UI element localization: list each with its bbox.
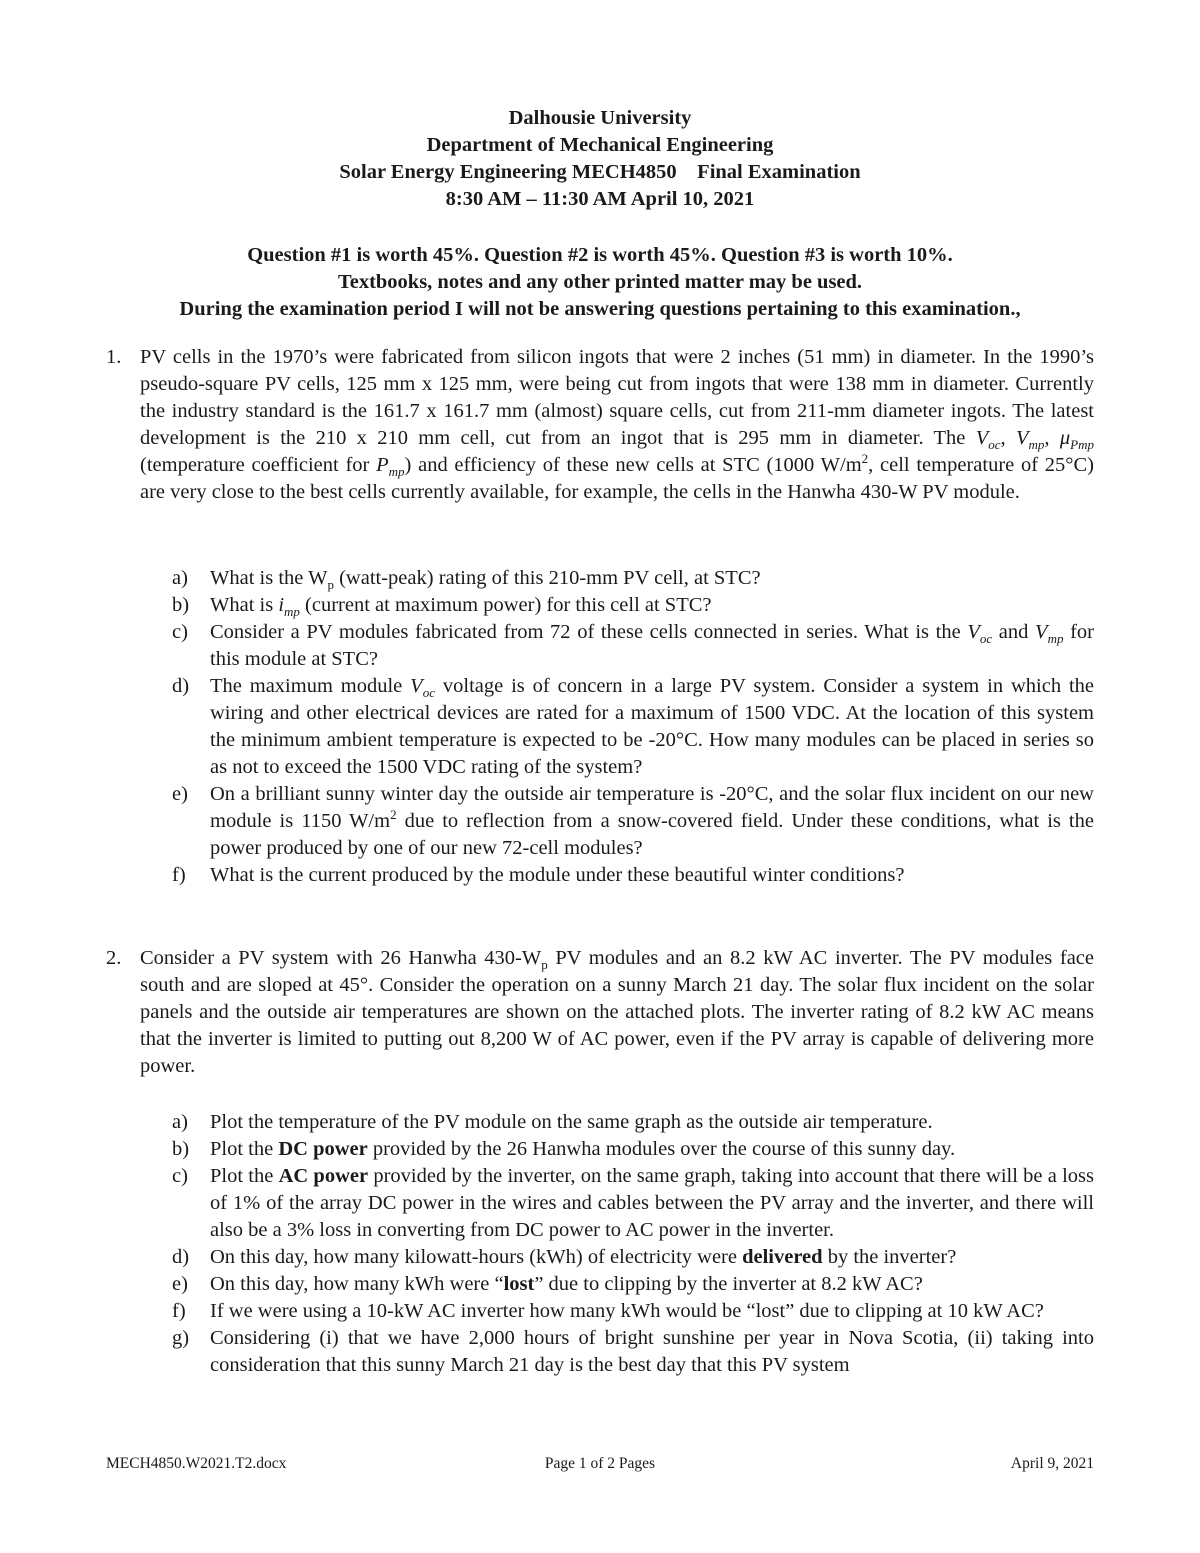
question-weights: Question #1 is worth 45%. Question #2 is worth 45%. Question #3 is worth 10%. [247, 244, 953, 266]
part-2e: e) On this day, how many kWh were “lost” due to clipping by the inverter at 8.2 kW AC? [172, 1273, 923, 1295]
exam-header [0, 105, 1200, 213]
part-1c: c) Consider a PV modules fabricated from 72 of these cells connected in series. What is the $V_{oc}$ and $V_{mp}$ for this module at STC? [172, 621, 1094, 670]
part-1e: e) On a brilliant sunny winter day the outside air temperature is -20°C, and the solar flux incident on our new module is 1150 $W/m^2$ due to reflection from a snow-covered field. Under these conditions, what is the power produced by one of our new 72-cell modules? [172, 783, 1094, 859]
university-name: Dalhousie University [508, 107, 692, 129]
question-number: 1. [106, 346, 122, 368]
questions-note: During the examination period I will not be answering questions pertaining to this examination., [179, 298, 1021, 320]
part-2f: f) If we were using a 10-kW AC inverter how many kWh would be “lost” due to clipping at 10 kW AC? [172, 1300, 1044, 1322]
footer-date: April 9, 2021 [1010, 1455, 1094, 1472]
materials-note: Textbooks, notes and any other printed matter may be used. [337, 271, 863, 293]
department-name: Department of Mechanical Engineering [426, 134, 774, 156]
footer-page-number: Page 1 of 2 Pages [544, 1455, 656, 1472]
footer-filename: MECH4850.W2021.T2.docx [106, 1455, 287, 1472]
question-text: Consider a PV system with 26 Hanwha $430-W_p$ PV modules and an 8.2 kW AC inverter. The PV modules face south and are sloped at 45°. Consider the operation on a sunny March 21 day. The solar flux incident on the solar panels and the outside air temperatures are shown on the attached plots. The inverter rating of 8.2 kW AC means that the inverter is limited to putting out 8,200 W of AC power, even if the PV array is capable of delivering more power. [140, 947, 1094, 1077]
part-2a: a) Plot the temperature of the PV module on the same graph as the outside air temperature. [172, 1111, 933, 1133]
question-2 [106, 945, 1094, 1080]
part-1a: a) What is the $W_p$ (watt-peak) rating of this 210-mm PV cell, at STC? [172, 567, 761, 593]
question-1-parts [172, 565, 1094, 889]
question-number: 2. [106, 947, 122, 969]
part-2c: c) Plot the AC power provided by the inverter, on the same graph, taking into account that there will be a loss of 1% of the array DC power in the wires and cables between the PV array and the inverter, and there will also be a 3% loss in converting from DC power to AC power in the inverter. [172, 1165, 1094, 1241]
part-1f: f) What is the current produced by the module under these beautiful winter conditions? [172, 864, 905, 886]
exam-instructions [0, 242, 1200, 323]
part-2d: d) On this day, how many kilowatt-hours (kWh) of electricity were delivered by the inverter? [172, 1246, 957, 1268]
course-title: Solar Energy Engineering MECH4850 Final Examination [339, 161, 861, 183]
part-1b: b) What is $i_{mp}$ (current at maximum power) for this cell at STC? [172, 594, 712, 620]
question-2-parts [172, 1109, 1094, 1379]
exam-time: 8:30 AM – 11:30 AM April 10, 2021 [445, 188, 755, 210]
part-2b: b) Plot the DC power provided by the 26 Hanwha modules over the course of this sunny day. [172, 1138, 956, 1160]
part-2g: g) Considering (i) that we have 2,000 hours of bright sunshine per year in Nova Scotia, (ii) taking into consideration that this sunny March 21 day is the best day that this PV system [172, 1327, 1094, 1376]
question-1 [106, 344, 1094, 506]
part-1d: d) The maximum module $V_{oc}$ voltage is of concern in a large PV system. Consider a system in which the wiring and other electrical devices are rated for a maximum of 1500 VDC. At the location of this system the minimum ambient temperature is expected to be -20°C. How many modules can be placed in series so as not to exceed the 1500 VDC rating of the system? [172, 675, 1094, 778]
question-text: PV cells in the 1970’s were fabricated from silicon ingots that were 2 inches (51 mm) in diameter. In the 1990’s pseudo-square PV cells, 125 mm x 125 mm, were being cut from ingots that were 138 mm in diameter. Currently the industry standard is the 161.7 x 161.7 mm (almost) square cells, cut from 211-mm diameter ingots. The latest development is the 210 x 210 mm cell, cut from an ingot that is 295 mm in diameter. The $V_{oc}$, $V_{mp}$, $\mu_{Pmp}$ (temperature coefficient for $P_{mp}$) and efficiency of these new cells at STC (1000 $W/m^2$, cell temperature of 25°C) are very close to the best cells currently available, for example, the cells in the Hanwha 430-W PV module. [140, 346, 1095, 503]
